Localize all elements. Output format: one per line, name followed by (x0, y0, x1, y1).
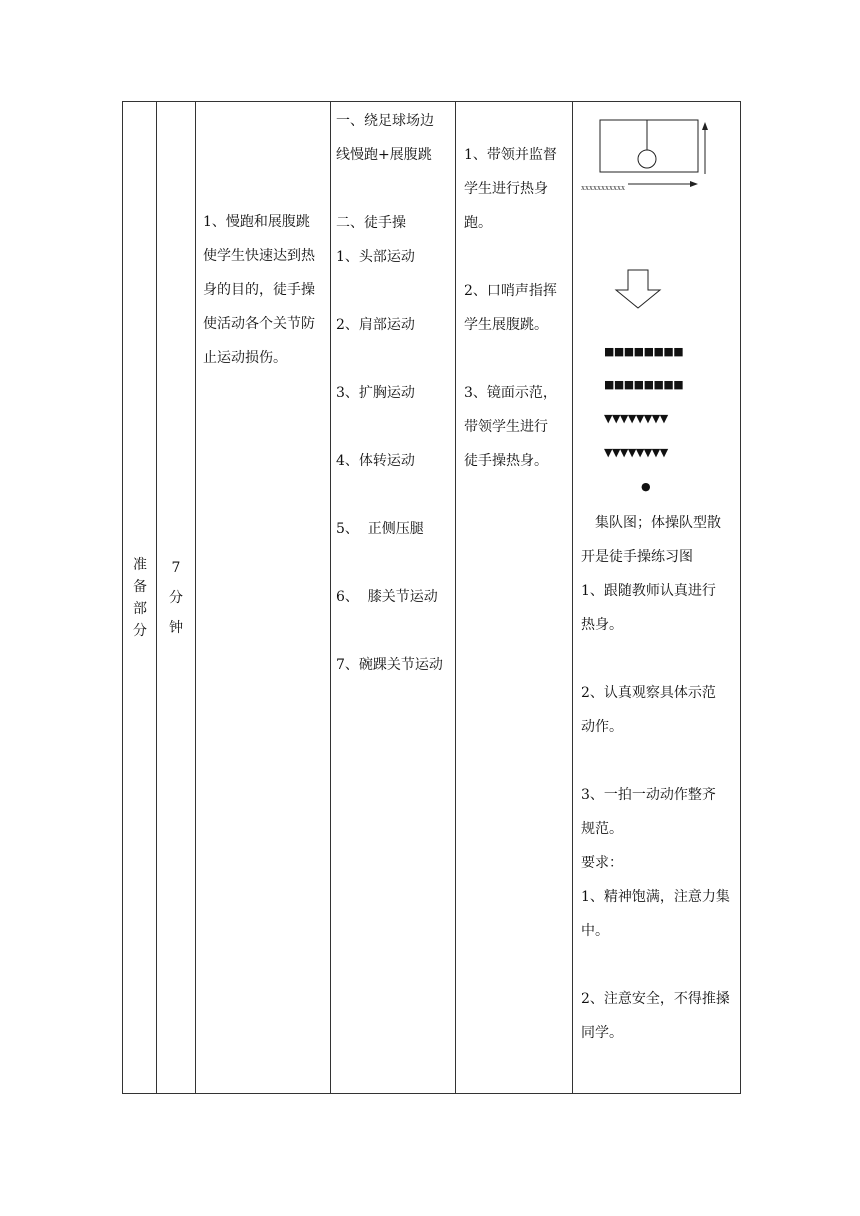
teacher-dot: ● (641, 480, 651, 493)
field-outline (600, 120, 698, 172)
down-arrow-icon (616, 270, 660, 308)
duration-number: 7 (171, 560, 181, 576)
exercise-item: 1、头部运动 (336, 249, 415, 265)
student-row-squares: ■■■■■■■■ (604, 345, 684, 358)
teacher-line: 跑。 (464, 215, 492, 231)
duration-char: 分 (169, 590, 183, 606)
content-text (336, 104, 454, 682)
section-char: 准 (133, 557, 147, 573)
caption-line: 集队图；体操队型散 (595, 515, 721, 531)
teacher-line: 带领学生进行 (464, 419, 548, 435)
requirement-line: 中。 (581, 923, 609, 939)
column-divider (330, 101, 331, 1094)
exercise-item: 7、碗踝关节运动 (336, 657, 443, 673)
content-heading: 二、徒手操 (336, 215, 406, 231)
section-char: 部 (133, 601, 147, 617)
student-line: 热身。 (581, 617, 623, 633)
requirements-title: 要求： (581, 855, 623, 871)
teacher-line: 3、镜面示范， (464, 385, 557, 401)
teacher-line: 学生进行热身 (464, 181, 548, 197)
teacher-activities (464, 138, 568, 478)
column-divider (455, 101, 456, 1094)
center-circle (638, 150, 656, 168)
arrow-up-icon (702, 122, 708, 130)
caption-line: 开是徒手操练习图 (581, 549, 693, 565)
teacher-line: 1、带领并监督 (464, 147, 557, 163)
requirement-line: 2、注意安全，不得推搡 (581, 991, 730, 1007)
exercise-item: 5、 正侧压腿 (336, 521, 424, 537)
goals-line: 使学生快速达到热 (203, 248, 315, 264)
exercise-item: 3、扩胸运动 (336, 385, 415, 401)
content-line: 线慢跑+展腹跳 (336, 147, 432, 163)
goals-line: 止运动损伤。 (203, 350, 287, 366)
column-divider (572, 101, 573, 1094)
student-activities (581, 506, 739, 1050)
section-label (130, 554, 150, 642)
column-divider (195, 101, 196, 1094)
field-diagram (578, 112, 738, 312)
student-line: 动作。 (581, 719, 623, 735)
student-line: 2、认真观察具体示范 (581, 685, 716, 701)
goals-line: 身的目的，徒手操 (203, 282, 315, 298)
exercise-item: 4、体转运动 (336, 453, 415, 469)
student-row-squares: ■■■■■■■■ (604, 378, 684, 391)
student-line: 1、跟随教师认真进行 (581, 583, 716, 599)
teacher-line: 徒手操热身。 (464, 453, 548, 469)
student-x-marks: xxxxxxxxxxx (581, 183, 625, 192)
duration-char: 钟 (169, 620, 183, 636)
section-char: 分 (133, 623, 147, 639)
content-line: 一、绕足球场边 (336, 113, 434, 129)
requirement-line: 1、精神饱满，注意力集 (581, 889, 730, 905)
student-row-triangles: ▼▼▼▼▼▼▼▼ (604, 412, 668, 425)
student-row-triangles: ▼▼▼▼▼▼▼▼ (604, 446, 668, 459)
exercise-item: 6、 膝关节运动 (336, 589, 438, 605)
requirement-line: 同学。 (581, 1025, 623, 1041)
teacher-line: 学生展腹跳。 (464, 317, 548, 333)
teacher-line: 2、口哨声指挥 (464, 283, 557, 299)
student-line: 3、一拍一动动作整齐 (581, 787, 716, 803)
arrow-right-icon (690, 181, 698, 187)
exercise-item: 2、肩部运动 (336, 317, 415, 333)
section-char: 备 (133, 579, 147, 595)
student-line: 规范。 (581, 821, 623, 837)
duration (166, 553, 186, 643)
column-divider (156, 101, 157, 1094)
goals-text (203, 205, 325, 375)
goals-line: 使活动各个关节防 (203, 316, 315, 332)
goals-line: 1、慢跑和展腹跳 (203, 214, 310, 230)
